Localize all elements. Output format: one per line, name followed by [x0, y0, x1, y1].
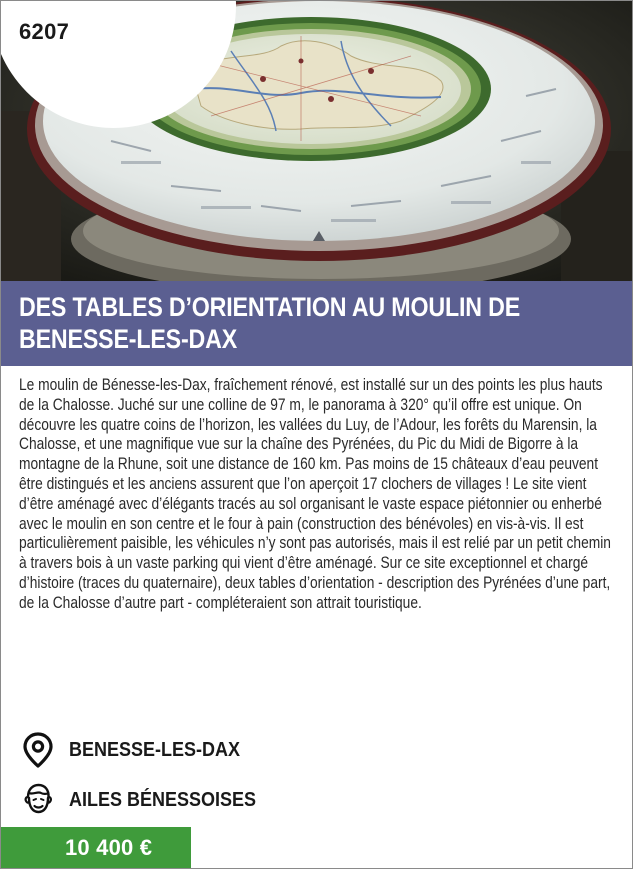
person-face-icon — [21, 781, 55, 819]
association-row — [21, 781, 277, 819]
title-band — [1, 281, 632, 366]
price-band — [1, 827, 191, 868]
project-description: Le moulin de Bénesse-les-Dax, fraîchement rénové, est installé sur un des points les plus hauts de la Chalosse. Juché sur une colline de 97 m, le panorama à 320° qu’il offre est unique. On découvre les quatre coins de l’horizon, les vallées du Luy, de l’Adour, les forêts du Marensin, la Chalosse, et une magnifique vue sur la chaîne des Pyrénées, du Pic du Midi de Bigorre à la montagne de la Rhune, soit une distance de 160 km. Pas moins de 15 châteaux d’eau peuvent être distingués et les anciens assurent que l’on aperçoit 17 clochers de villages ! Le site vient d’être aménagé avec d’élégants tracés au sol organisant le vaste espace piétonnier ou enherbé avec le moulin en son centre et le four à pain (construction des bénévoles) en vis-à-vis. Il est particulièrement paisible, les véhicules n’y sont pas autorisés, mais il est relié par un petit chemin à travers bois à un vaste parking qui vient d’être aménagé. Sur ce site exceptionnel et chargé d’histoire (traces du quaternaire), deux tables d’orientation - description des Pyrénées d’une part, de la Chalosse d’autre part - compléteraient son attrait touristique. — [19, 376, 611, 612]
location-label: BENESSE-LES-DAX — [69, 738, 241, 761]
map-pin-icon — [21, 731, 55, 769]
reference-number: 6207 — [19, 19, 70, 44]
association-label: AILES BÉNESSOISES — [69, 788, 257, 811]
project-price: 10 400 € — [65, 835, 153, 860]
location-row — [21, 731, 259, 769]
project-title: DES TABLES D’ORIENTATION AU MOULIN DE BENESSE-LES-DAX — [19, 292, 521, 354]
